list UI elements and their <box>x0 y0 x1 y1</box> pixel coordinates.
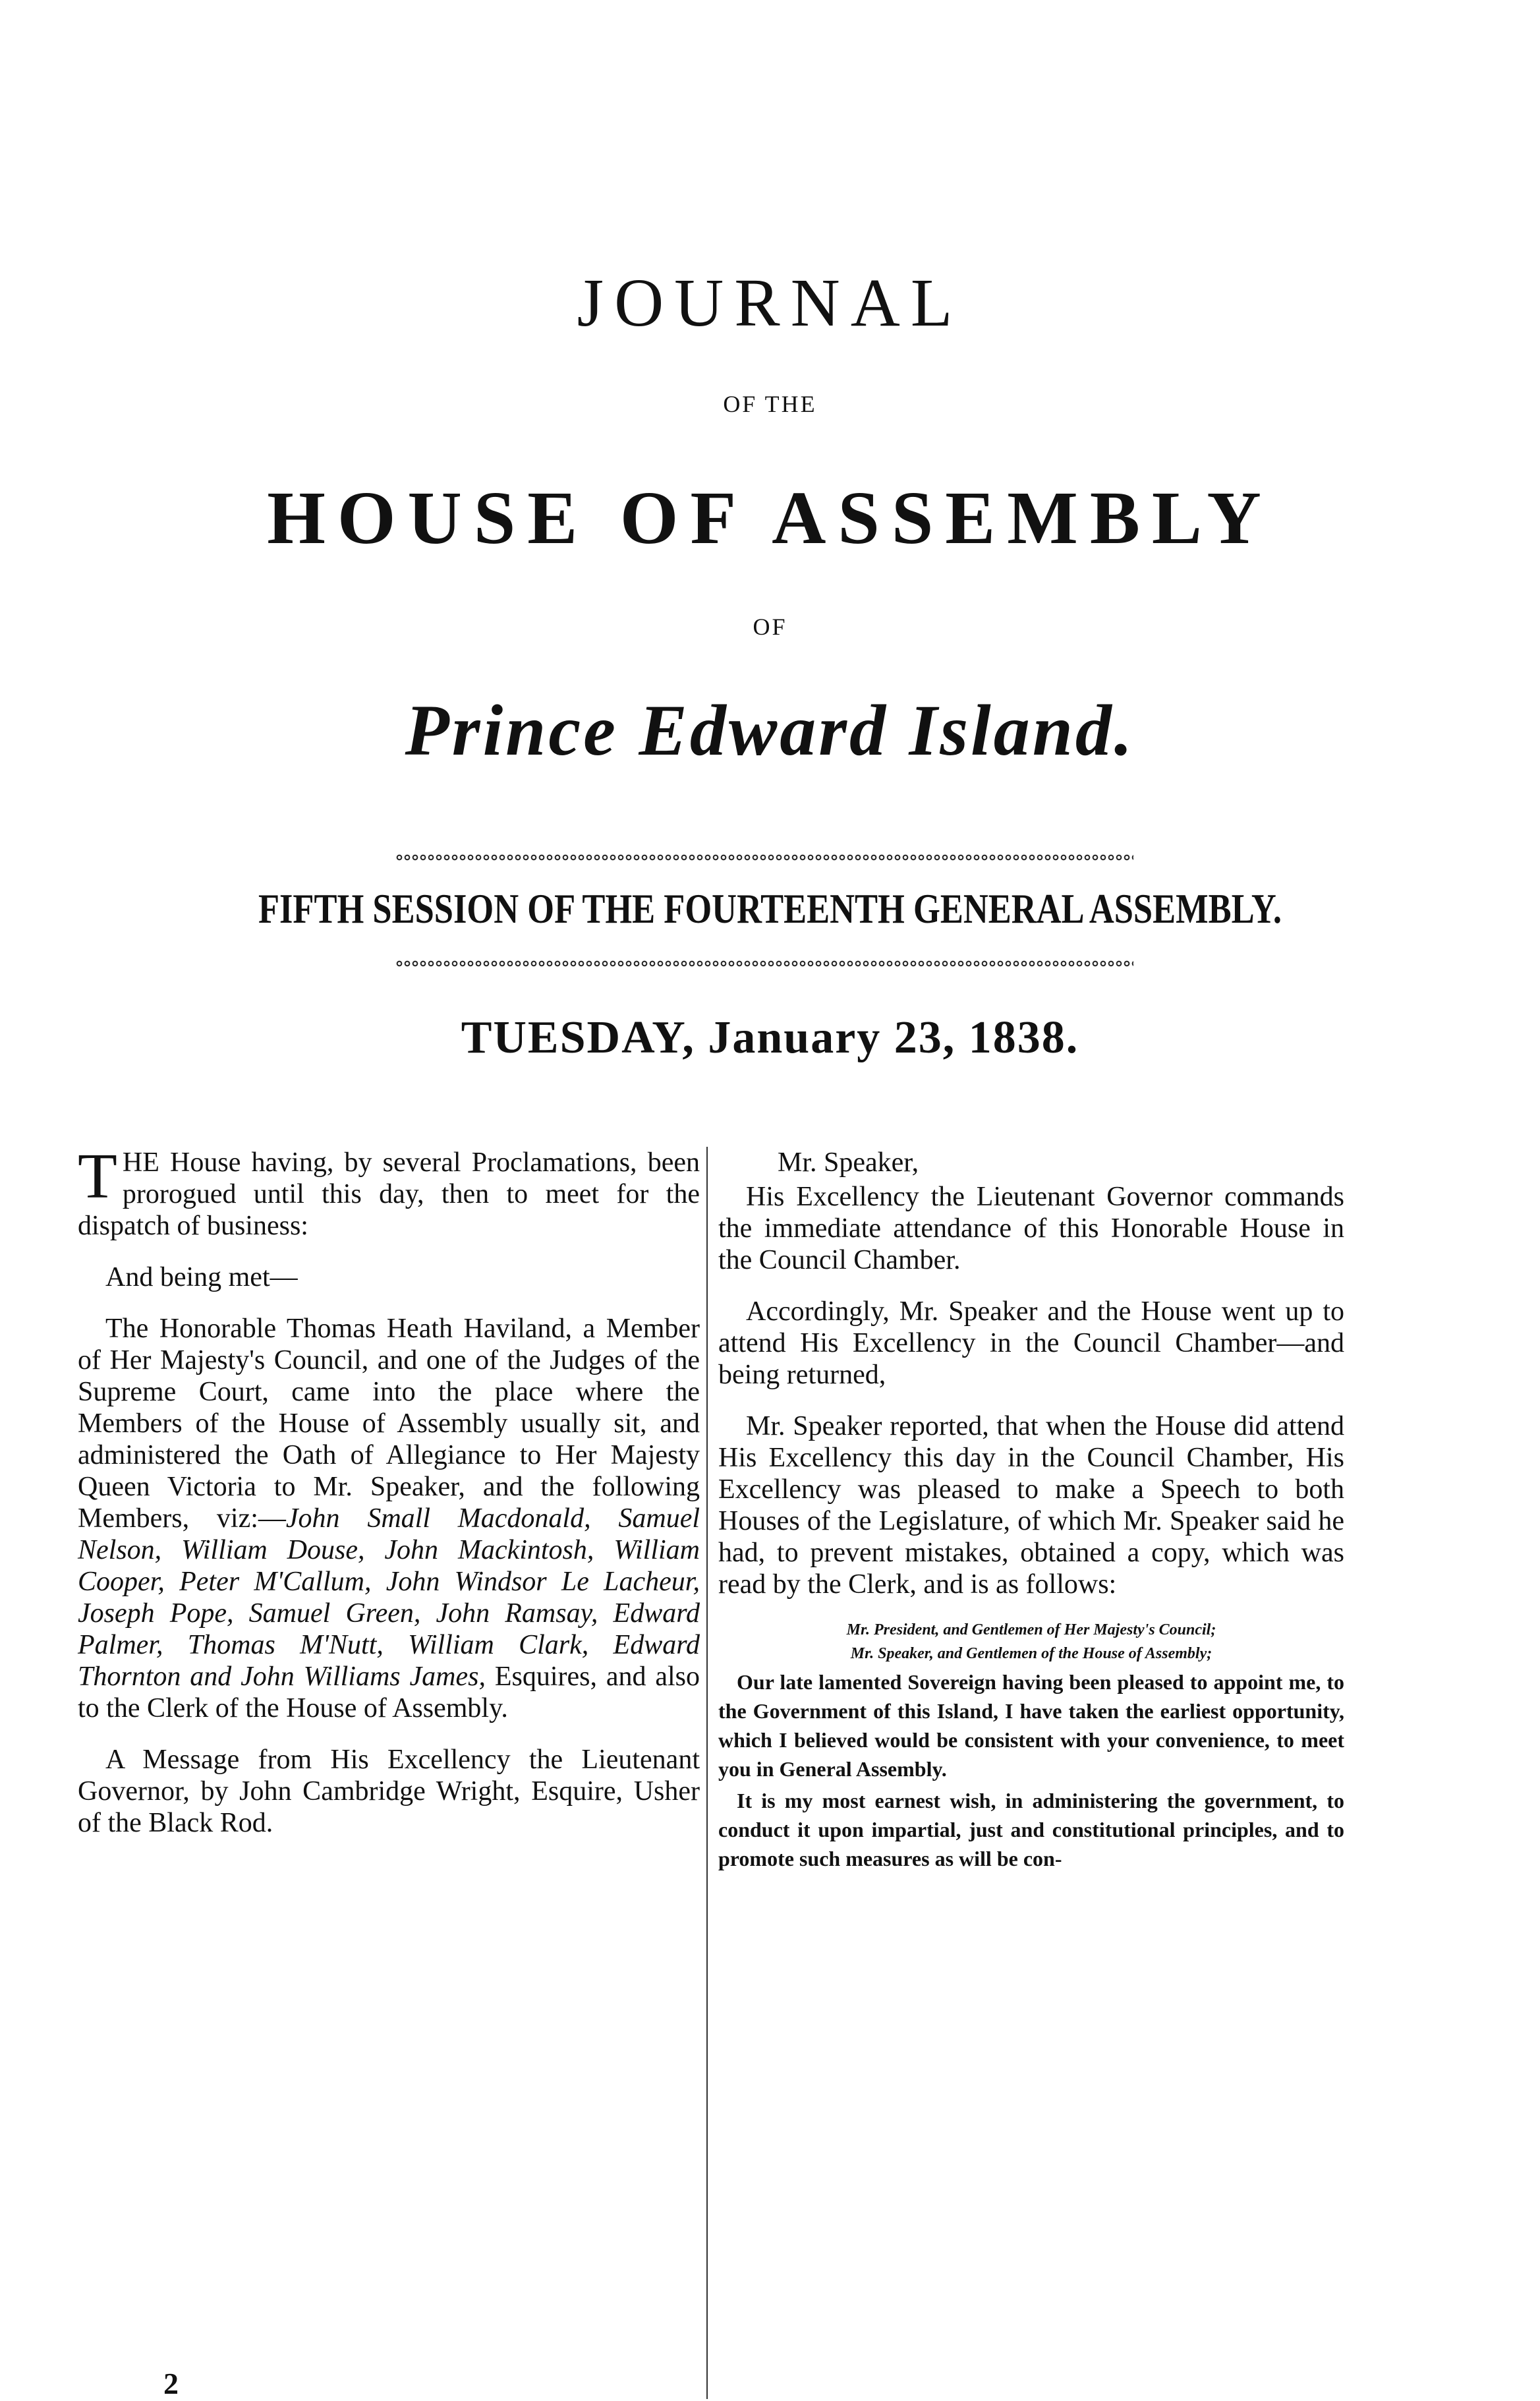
opening-paragraph <box>78 1141 700 1242</box>
oath-text: The Honorable Thomas Heath Haviland, a Member of Her Majesty's Council, and one of the Judges of the Supreme Court, came into the place where the Members of the House of Assembly usually sit, and administered the Oath of Allegiance to Her Majesty Queen Victoria to Mr. Speaker, and the following Members, viz:— <box>78 1314 700 1534</box>
command-paragraph: His Excellency the Lieutenant Governor commands the immediate attendance of this Honorable House in the Council Chamber. <box>718 1182 1344 1275</box>
report-paragraph: Mr. Speaker reported, that when the House did attend His Excellency this day in the Council Chamber, His Excellency was pleased to make a Speech to both Houses of the Legislature, of which Mr. Speaker said he had, to prevent mistakes, obtained a copy, which was read by the Clerk, and is as follows: <box>718 1411 1344 1600</box>
opening-text: HE House having, by several Proclamations, been prorogued until this day, then to meet for the dispatch of business: <box>78 1147 700 1241</box>
ornamental-rule-bottom <box>395 960 1133 968</box>
left-column <box>78 1141 700 1859</box>
journal-title: JOURNAL <box>577 265 963 341</box>
member-names: John Small Macdonald, Samuel Nelson, William Douse, John Mackintosh, William Cooper, Peter M'Callum, John Windsor Le Lacheur, Joseph Pope, Samuel Green, John Ramsay, Edward Palmer, Thomas M'Nutt, William Clark, Edward Thornton and John Williams James, <box>78 1503 700 1692</box>
oath-paragraph <box>78 1313 700 1724</box>
house-of-assembly-title: HOUSE OF ASSEMBLY <box>267 476 1273 560</box>
ornamental-rule-top <box>395 853 1133 861</box>
address-council: Mr. President, and Gentlemen of Her Majesty's Council; <box>846 1621 1216 1638</box>
being-met-paragraph: And being met— <box>105 1262 298 1292</box>
oath-end: Esquires, and also to the Clerk of the House of Assembly. <box>78 1662 700 1723</box>
of-line: OF <box>753 614 787 640</box>
page-number: 2 <box>163 2367 179 2400</box>
speech-paragraph-1: Our late lamented Sovereign having been pleased to appoint me, to the Government of this Island, I have taken the earliest opportunity, which I believed would be consistent with your convenience, to meet you in General Assembly. <box>718 1670 1344 1781</box>
column-divider <box>706 1147 708 2399</box>
message-paragraph: A Message from His Excellency the Lieutenant Governor, by John Cambridge Wright, Esquire, Usher of the Black Rod. <box>78 1745 700 1838</box>
session-heading: FIFTH SESSION OF THE FOURTEENTH GENERAL ASSEMBLY. <box>258 885 1282 932</box>
date-heading: TUESDAY, January 23, 1838. <box>461 1012 1079 1063</box>
province-title: Prince Edward Island. <box>405 690 1135 770</box>
address-assembly: Mr. Speaker, and Gentlemen of the House of Assembly; <box>850 1645 1212 1662</box>
speech-paragraph-2: It is my most earnest wish, in administering the government, to conduct it upon impartial, just and constitutional principles, and to promote such measures as will be con- <box>718 1789 1344 1870</box>
right-column <box>718 1147 1344 1876</box>
accordingly-paragraph: Accordingly, Mr. Speaker and the House went up to attend His Excellency in the Council Chamber—and being returned, <box>718 1296 1344 1390</box>
salutation: Mr. Speaker, <box>778 1147 919 1178</box>
of-the-line: OF THE <box>723 391 817 417</box>
drop-cap: T <box>78 1141 117 1212</box>
